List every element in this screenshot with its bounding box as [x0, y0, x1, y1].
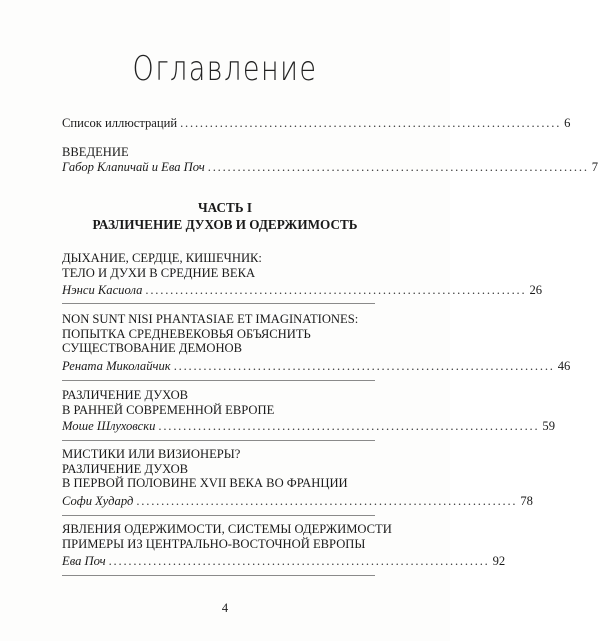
toc-chapter-2-author-line[interactable] [62, 359, 571, 374]
page-title: Оглавление [132, 50, 318, 89]
toc-chapter-1[interactable] [62, 251, 543, 298]
toc-author: Габор Клапичай и Ева Поч [62, 159, 205, 174]
leader-dots: ............................................................................. [207, 159, 589, 174]
chapter-title-line: РАЗЛИЧЕНИЕ ДУХОВ [62, 461, 189, 476]
toc-author: Нэнси Касиола [62, 283, 143, 297]
chapter-title-line: NON SUNT NISI PHANTASIAE ET IMAGINATIONES: [62, 312, 359, 326]
toc-entry-illustrations[interactable] [62, 116, 571, 131]
chapter-title-line: ПОПЫТКА СРЕДНЕВЕКОВЬЯ ОБЪЯСНИТЬ [62, 326, 311, 341]
chapter-title-line: В РАННЕЙ СОВРЕМЕННОЙ ЕВРОПЕ [62, 402, 275, 417]
leader-dots: ............................................................................. [108, 554, 490, 568]
chapter-title-line: ПРИМЕРЫ ИЗ ЦЕНТРАЛЬНО-ВОСТОЧНОЙ ЕВРОПЫ [62, 536, 366, 551]
toc-page-number: 59 [542, 419, 556, 433]
divider [62, 575, 375, 576]
toc-heading: ВВЕДЕНИЕ [62, 145, 129, 159]
toc-entry-intro[interactable] [62, 145, 598, 175]
toc-page-number: 92 [492, 554, 506, 568]
leader-dots: ............................................................................. [145, 283, 527, 297]
toc-page-number: 7 [591, 159, 598, 174]
part-number: ЧАСТЬ I [197, 200, 252, 215]
toc-page-number: 78 [520, 494, 533, 508]
toc-page-number: 26 [529, 283, 543, 297]
leader-dots: ............................................................................. [136, 494, 518, 508]
divider [62, 303, 375, 304]
divider [62, 515, 375, 516]
toc-page-number: 46 [557, 359, 571, 373]
chapter-title-line: СУЩЕСТВОВАНИЕ ДЕМОНОВ [62, 341, 243, 355]
toc-chapter-5-author-line[interactable] [62, 554, 506, 569]
chapter-title-line: МИСТИКИ ИЛИ ВИЗИОНЕРЫ? [62, 447, 241, 461]
chapter-title-line: ДЫХАНИЕ, СЕРДЦЕ, КИШЕЧНИК: [62, 251, 262, 265]
chapter-title-line: РАЗЛИЧЕНИЕ ДУХОВ [62, 388, 189, 402]
divider [62, 440, 375, 441]
toc-author: Рената Миколайчик [62, 359, 171, 373]
toc-chapter-5[interactable] [62, 522, 392, 551]
toc-chapter-3[interactable] [62, 388, 374, 417]
toc-chapter-2[interactable] [62, 312, 374, 356]
chapter-title-line: В ПЕРВОЙ ПОЛОВИНЕ XVII ВЕКА ВО ФРАНЦИИ [62, 476, 348, 490]
toc-author: Моше Шлуховски [62, 419, 156, 433]
toc-chapter-4-author-line[interactable] [62, 494, 533, 509]
divider [62, 380, 375, 381]
part-title: РАЗЛИЧЕНИЕ ДУХОВ И ОДЕРЖИМОСТЬ [92, 217, 358, 232]
toc-author: Софи Худард [62, 494, 134, 508]
chapter-title-line: ТЕЛО И ДУХИ В СРЕДНИЕ ВЕКА [62, 265, 256, 280]
chapter-title-line: ЯВЛЕНИЯ ОДЕРЖИМОСТИ, СИСТЕМЫ ОДЕРЖИМОСТИ [62, 522, 392, 536]
page-number: 4 [221, 601, 229, 615]
leader-dots: ............................................................................. [180, 116, 562, 130]
toc-chapter-3-author-line[interactable] [62, 419, 556, 434]
leader-dots: ............................................................................. [173, 359, 555, 373]
toc-author: Ева Поч [62, 554, 106, 568]
leader-dots: ............................................................................. [158, 419, 540, 433]
toc-page-number: 6 [564, 116, 571, 130]
toc-chapter-4[interactable] [62, 447, 374, 491]
toc-entry-label: Список иллюстраций [62, 116, 178, 130]
